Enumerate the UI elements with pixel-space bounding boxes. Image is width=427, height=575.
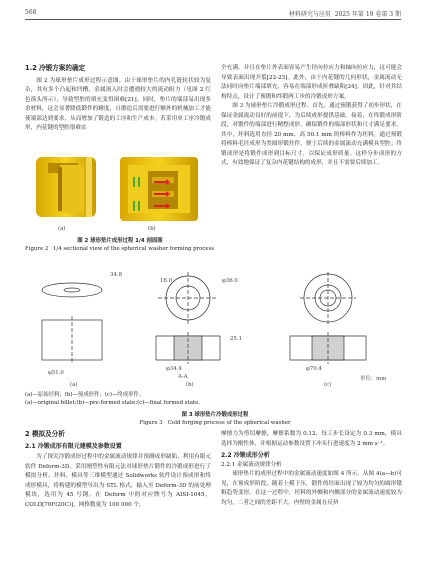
preform-drawing	[156, 272, 220, 364]
subsection-heading: 2.1 冷锻成形有限元建模及参数设置	[25, 442, 122, 450]
dim-label: φ34.4	[166, 366, 182, 372]
figure-3-caption	[25, 412, 405, 427]
paragraph: 摩擦力为剪切摩擦，摩擦系数为 0.12，每工步长设定为 0.3 mm，模具选择为刚性体，并根据运动参数设置下冲头行进速度为 2 mm·s⁻¹。	[221, 431, 402, 447]
caption-cn: 图 2 球形垫片成形过程 1/4 剖面图	[77, 238, 163, 244]
fig2-label-a: (a)	[58, 226, 66, 232]
caption-en-lead: Figure 2	[25, 245, 49, 252]
paragraph: 为了探究冷锻成形过程中的金属流动规律并预测成形缺陷，利用有限元软件 Deform-3D，采用刚塑性有限元法对球形垫片锻件的冷锻成形进行了模拟分析。坯料、模具等三维模型通过 Solidworks 软件设计预成形和终成形模具，将构建的模型导出为 STL 格式，输入至 Deform-3D 的前处理模块，选用为 45 号钢，在 Deform 中的对应牌号为 AISI-1045，COLD[70F(20C)]，网格数量为 100 000 个，	[25, 454, 211, 508]
caption-en	[25, 420, 405, 428]
section-2	[25, 430, 211, 510]
figure-3-drawings	[38, 272, 398, 368]
dim-label: φ51.0	[48, 370, 64, 376]
page-number: 568	[25, 9, 37, 16]
fig3-label-c: (c)	[324, 382, 332, 388]
journal-header	[289, 9, 401, 18]
caption-en	[25, 246, 215, 254]
journal-issue: 2025 年第 19 卷第 3 期	[334, 11, 401, 18]
dim-label: φ36.0	[222, 278, 238, 284]
fig3-label-a: (a)	[70, 382, 78, 388]
paragraph: 全充满，并且在垫片外表面容易产生径向拉应力和轴向拉应力，这可能会导致表面出现开裂[22-23]。此外，由于内花键的几何形状，金属流动无法同时向垫片端部填充，容易在端部形成折叠缺陷[24]。因此，针对其结构特点，设计了预锻和终锻两工步的冷锻成形方案。	[221, 65, 402, 100]
section-1-2	[25, 64, 211, 134]
figure-2-image	[30, 147, 208, 231]
subsection-heading: 2.2 冷锻成形分析	[221, 452, 270, 459]
caption-en-lead: Figure 3	[139, 419, 163, 426]
fig2-washer-section	[36, 157, 96, 217]
fig2-sectioned-part	[120, 157, 198, 221]
paragraph: 图 3 为球形垫片冷锻成形过程。首先，通过预锻获得了初步形状，在保证金属流动良好的前提下，为后续成形提供基础。接着，在终锻成形阶段，对锻件的端部进行精整成形，确保锻件的端部形状和尺寸满足要求。其中，坯料选用直径 20 mm、高 50.1 mm 的棒料作为坯料，通过预锻将棒料毛坯成形为类圆形锻坯件，便于后续的金属流动充满模具型腔；终锻成形是将锻件成形到目标尺寸，以保证成形质量。这样分步成形的方式，有效地保证了复杂内花键结构的成形，并且不需要后续加工。	[221, 103, 402, 166]
section-heading: 2 模拟及分析	[25, 430, 65, 438]
legend-en: (a)—original billet;(b)—pre-formed state;(c)—final formed state.	[25, 399, 200, 406]
fig2-label-b: (b)	[148, 226, 156, 232]
caption-cn: 图 3 球形垫片冷锻成形过程	[181, 412, 249, 418]
figure-2-caption	[25, 238, 215, 253]
caption-en-text: Cold forging process of the spherical washer	[167, 419, 291, 426]
section-label: A-A	[178, 374, 188, 380]
subsubsection-heading: 2.2.1 金属流动规律分析	[221, 461, 282, 468]
billet-drawing	[42, 283, 102, 364]
unit-note: 单位：mm	[360, 376, 387, 382]
fig3-label-b: (b)	[186, 382, 194, 388]
right-column-top	[221, 64, 402, 169]
dim-label: 16.0	[160, 278, 173, 284]
paragraph: 球形垫片的成形过程中的金属流动速度如图 4 所示。从图 4(a—b)可见，在预成形阶段，随着上模下压，锻件的坯面出现了较为均匀的圆形镦粗趋势变形。在这一过程中，坯料的外侧和内侧部分的金属流动速度较为均匀，二者之间的差距不大。内壁的金属在反挤	[221, 471, 402, 506]
figure-3-legend	[25, 392, 405, 407]
legend-cn: (a)—原始坯料；(b)—预成形件；(c)—终成形件。	[25, 392, 145, 398]
header-rule	[25, 19, 401, 20]
section-heading: 1.2 冷锻方案的确定	[25, 64, 86, 72]
journal-name: 材料研究与应用	[288, 11, 331, 18]
dim-label: 25.1	[230, 336, 243, 342]
section-2-2	[221, 430, 402, 508]
caption-en-text: 1/4 sectional view of the spherical washer forming process	[53, 245, 215, 252]
final-drawing	[290, 272, 366, 364]
dim-label: 34.8	[110, 272, 123, 278]
dim-label: φ70.4	[306, 366, 322, 372]
paragraph: 图 2 为球形垫片成形过程示意图。由于球形垫片的内孔链轮状较为复杂，其有多个凸起和凹槽，金属流入时会遭遇较大的流动阻力（见图 2 红色箭头所示），导致型腔的填充变得困难[21]。同时，垫片的端部易出现多余材料，这会显著降低锻件的精度，且锻造后需要进行额外的机械加工才能使端部达到要求，从而增加了锻造的工序和生产成本。若采用单工序冷锻成形，内花键的型腔很难实	[25, 77, 211, 131]
